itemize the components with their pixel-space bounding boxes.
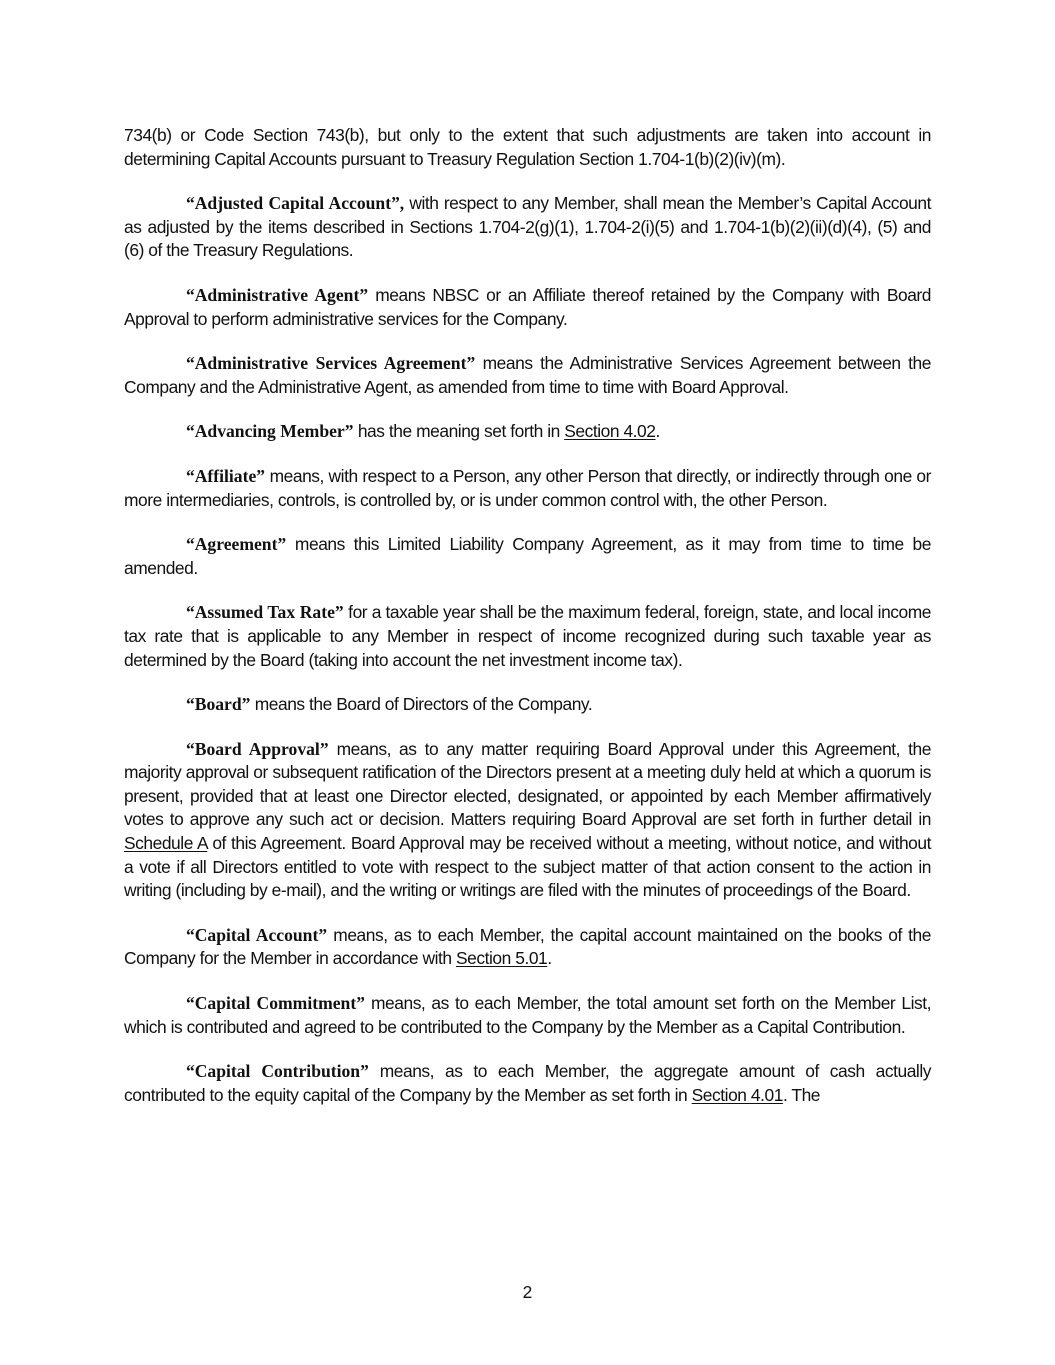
definition-text: means, as to each Member, the total amount set forth on the Member List, which is contributed and agreed to be contributed to the Company by the Member as a Capital Contribution. bbox=[124, 993, 931, 1037]
section-4-01-link[interactable]: Section 4.01 bbox=[691, 1084, 783, 1105]
definition-text: has the meaning set forth in bbox=[353, 421, 565, 442]
open-quote: “ bbox=[186, 353, 195, 374]
definition-text-end: . bbox=[547, 948, 552, 969]
open-quote: “ bbox=[186, 284, 195, 305]
definition-capital-contribution bbox=[124, 1060, 931, 1107]
open-quote: “ bbox=[186, 738, 195, 759]
close-quote: ”, bbox=[391, 193, 405, 214]
definition-capital-account bbox=[124, 924, 931, 971]
section-4-02-link[interactable]: Section 4.02 bbox=[564, 421, 656, 442]
defined-term: Administrative Agent bbox=[194, 284, 360, 305]
definition-text: means the Administrative Services Agreement between the Company and the Administrative Agent, as amended from time to time with Board Approval. bbox=[124, 353, 931, 397]
defined-term: Assumed Tax Rate bbox=[194, 602, 335, 623]
close-quote: ” bbox=[318, 924, 328, 945]
close-quote: ” bbox=[319, 738, 329, 759]
close-quote: ” bbox=[356, 993, 365, 1014]
definition-affiliate bbox=[124, 465, 931, 512]
definition-text: means, with respect to a Person, any other Person that directly, or indirectly through one or more intermediaries, controls, is controlled by, or is under common control with, the other Person. bbox=[124, 465, 931, 510]
open-quote: “ bbox=[186, 924, 195, 945]
definition-text: means, as to any matter requiring Board Approval under this Agreement, the majority approval or subsequent ratification of the Directors present at a meeting duly held at which a quorum is present, provided that at least one Director elected, designated, or appointed by each Member affirmatively votes to approve any such act or decision. Matters requiring Board Approval are set forth in further detail in bbox=[124, 738, 931, 830]
close-quote: ” bbox=[359, 284, 369, 305]
definition-text: for a taxable year shall be the maximum federal, foreign, state, and local income tax rate that is applicable to any Member in respect of income recognized during such taxable year as determined by the Board (taking into account the net investment income tax). bbox=[124, 602, 932, 670]
close-quote: ” bbox=[360, 1061, 369, 1082]
section-5-01-link[interactable]: Section 5.01 bbox=[455, 948, 548, 969]
page-number: 2 bbox=[522, 1282, 533, 1302]
close-quote: ” bbox=[344, 421, 354, 442]
definition-board bbox=[124, 693, 931, 717]
close-quote: ” bbox=[277, 534, 287, 555]
defined-term: Capital Contribution bbox=[194, 1061, 361, 1082]
open-quote: “ bbox=[186, 602, 195, 623]
definition-text: means, as to each Member, the capital account maintained on the books of the Company for the Member in accordance with bbox=[124, 924, 931, 969]
open-quote: “ bbox=[186, 694, 195, 715]
open-quote: “ bbox=[186, 465, 195, 486]
close-quote: ” bbox=[256, 465, 265, 486]
definition-advancing-member bbox=[124, 420, 931, 444]
defined-term: Agreement bbox=[194, 534, 278, 555]
definition-text: means this Limited Liability Company Agreement, as it may from time to time be amended. bbox=[124, 534, 931, 578]
definition-text: with respect to any Member, shall mean the Member’s Capital Account as adjusted by the items described in Sections 1.704-2(g)(1), 1.704-2(i)(5) and 1.704-1(b)(2)(ii)(d)(4), (5) and (6) of the Treasury Regulations. bbox=[124, 193, 931, 261]
open-quote: “ bbox=[186, 1061, 195, 1082]
definition-assumed-tax-rate bbox=[124, 601, 931, 672]
close-quote: ” bbox=[241, 694, 251, 715]
schedule-a-link[interactable]: Schedule A bbox=[124, 833, 208, 854]
defined-term: Administrative Services Agreement bbox=[194, 353, 467, 374]
open-quote: “ bbox=[186, 993, 195, 1014]
definition-board-approval bbox=[124, 738, 931, 903]
definition-capital-commitment bbox=[124, 992, 931, 1039]
defined-term: Board Approval bbox=[194, 738, 320, 759]
defined-term: Board bbox=[194, 694, 242, 715]
document-page bbox=[124, 124, 931, 1128]
defined-term: Adjusted Capital Account bbox=[194, 193, 392, 214]
close-quote: ” bbox=[466, 353, 476, 374]
definition-text: means NBSC or an Affiliate thereof retained by the Company with Board Approval to perform administrative services for the Company. bbox=[124, 284, 931, 329]
close-quote: ” bbox=[334, 602, 344, 623]
definition-agreement bbox=[124, 533, 931, 580]
open-quote: “ bbox=[186, 421, 195, 442]
definition-administrative-services-agreement bbox=[124, 352, 931, 399]
defined-term: Advancing Member bbox=[194, 421, 345, 442]
defined-term: Affiliate bbox=[194, 465, 257, 486]
defined-term: Capital Account bbox=[194, 924, 319, 945]
continuation-paragraph: 734(b) or Code Section 743(b), but only to the extent that such adjustments are taken into account in determining Capital Accounts pursuant to Treasury Regulation Section 1.704-1(b)(2)(iv)(m). bbox=[124, 125, 931, 169]
definition-text-end: . bbox=[655, 421, 660, 442]
definition-adjusted-capital-account bbox=[124, 192, 931, 263]
definition-text: means the Board of Directors of the Company. bbox=[250, 694, 593, 715]
defined-term: Capital Commitment bbox=[194, 993, 357, 1014]
open-quote: “ bbox=[186, 534, 195, 555]
definition-text-end: of this Agreement. Board Approval may be received without a meeting, without notice, and without a vote if all Directors entitled to vote with respect to the subject matter of that action consent to the action in writing (including by e-mail), and the writing or writings are filed with the minutes of proceedings of the Board. bbox=[124, 833, 931, 901]
definition-text: means, as to each Member, the aggregate amount of cash actually contributed to the equity capital of the Company by the Member as set forth in bbox=[124, 1061, 932, 1105]
definition-administrative-agent bbox=[124, 284, 931, 331]
open-quote: “ bbox=[186, 193, 195, 214]
definition-text-end: . The bbox=[782, 1084, 821, 1105]
